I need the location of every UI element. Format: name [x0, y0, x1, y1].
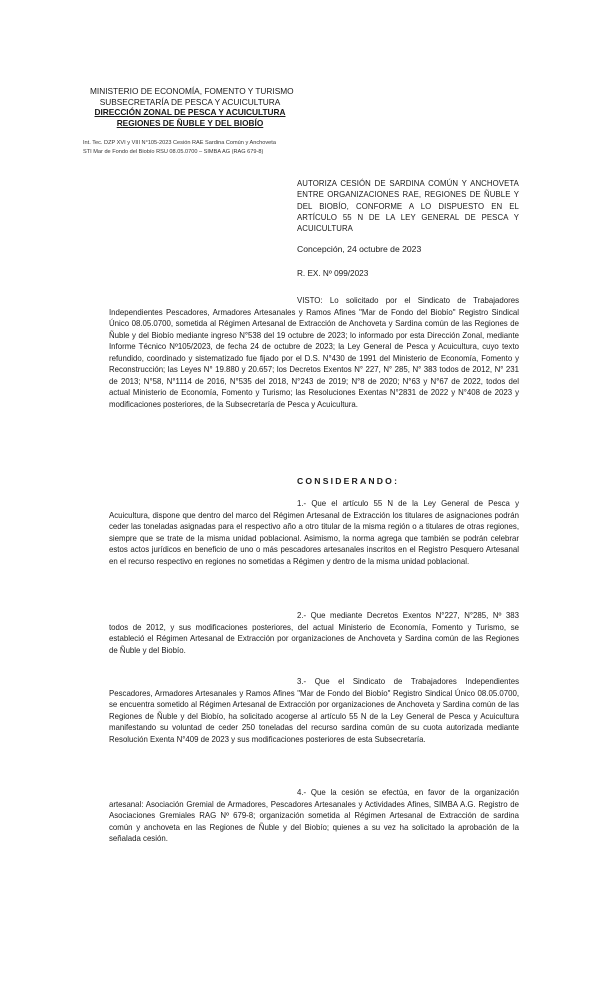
- reference-lines: [83, 139, 276, 157]
- considerando-2: [109, 610, 519, 656]
- vistos-section: [109, 295, 519, 410]
- resolution-number: R. EX. Nº 099/2023: [297, 269, 369, 278]
- vistos-lead: VISTO:: [297, 296, 323, 305]
- considerando-heading: CONSIDERANDO:: [297, 476, 400, 486]
- vistos-paragraph: [109, 295, 519, 410]
- considerando-3: [109, 676, 519, 745]
- place-and-date: Concepción, 24 octubre de 2023: [297, 244, 422, 254]
- undersecretariat-line: SUBSECRETARÍA DE PESCA Y ACUICULTURA: [99, 96, 281, 107]
- regions-line: REGIONES DE ÑUBLE Y DEL BIOBÍO: [116, 118, 264, 129]
- considerando-paragraph: 1.- Que el artículo 55 N de la Ley General de Pesca y Acuicultura, dispone que dentro del marco del Régimen Artesanal de Extracción los titulares de asignaciones podrán ceder las toneladas asignadas para el respectivo año a otro titular de la misma región o a titulares de otras regiones, siempre que se trate de la misma unidad poblacional. Asimismo, la norma agrega que también se podrán celebrar estos actos jurídicos en beneficio de uno o más pescadores artesanales inscritos en el Registro Pesquero Artesanal en el recurso respectivo en regiones no sometidas a Régimen y dentro de la misma unidad poblacional.: [109, 499, 519, 566]
- considerando-4: [109, 787, 519, 845]
- reference-line: Int. Tec. DZP XVI y VIII N°105-2023 Cesión RAE Sardina Común y Anchoveta: [83, 140, 276, 146]
- ministry-line: MINISTERIO DE ECONOMÍA, FOMENTO Y TURISMO: [90, 86, 294, 96]
- considerando-1: [109, 498, 519, 567]
- considerando-paragraph: 3.- Que el Sindicato de Trabajadores Independientes Pescadores, Armadores Artesanales y Ramos Afines "Mar de Fondo del Biobío" Registro Sindical Único 08.05.0700, se encuentra sometido al Régimen Artesanal de Extracción por organizaciones de Anchoveta y Sardina común de las Regiones de Ñuble y del Biobío, ha solicitado acogerse al artículo 55 N de la Ley General de Pesca y Acuicultura manifestando su voluntad de ceder 250 toneladas del recurso sardina común de su cuota autorizada mediante Resolución Exenta N°409 de 2023 y sus modificaciones posteriores de esta Subsecretaría.: [109, 677, 519, 744]
- reference-line: STI Mar de Fondo del Biobío RSU 08.05.0700 – SIMBA AG (RAG 679-8): [83, 149, 264, 155]
- zonal-direction-line: DIRECCIÓN ZONAL DE PESCA Y ACUICULTURA: [94, 107, 286, 118]
- considerando-paragraph: 4.- Que la cesión se efectúa, en favor de la organización artesanal: Asociación Gremial de Armadores, Pescadores Artesanales y Actividades Afines, SIMBA A.G. Registro de Asociaciones Gremiales RAG Nº 679-8; organización sometida al Régimen Artesanal de Extracción de sardina común y anchoveta en las Regiones de Ñuble y del Biobío; quienes a su vez ha solicitado la aprobación de la señalada cesión.: [109, 788, 519, 844]
- letterhead: [90, 86, 294, 129]
- vistos-text: Lo solicitado por el Sindicato de Trabajadores Independientes Pescadores, Armadores Artesanales y Ramos Afines "Mar de Fondo del Biobío" Registro Sindical Único 08.05.0700, sometida al Régimen Artesanal de Extracción de Anchoveta y Sardina común de las Regiones de Ñuble y del Biobío mediante ingreso N°538 del 19 octubre de 2023; lo informado por esta Dirección Zonal, mediante Informe Técnico Nº105/2023, de fecha 24 de octubre de 2023; la Ley General de Pesca y Acuicultura, cuyo texto refundido, coordinado y sistematizado fue fijado por el D.S. N°430 de 1991 del Ministerio de Economía, Fomento y Reconstrucción; las Leyes N° 19.880 y 20.657; los Decretos Exentos N° 227, N° 285, N° 383 todos de 2012, N° 231 de 2013; N°58, N°1114 de 2016, N°535 del 2018, N°243 de 2019; N°8 de 2020; N°63 y N°67 de 2022, todos del actual Ministerio de Economía, Fomento y Turismo; las Resoluciones Exentas N°2831 de 2022 y N°408 de 2023 y modificaciones posteriores, de la Subsecretaría de Pesca y Acuicultura.: [109, 296, 520, 409]
- considerando-paragraph: 2.- Que mediante Decretos Exentos N°227, N°285, Nº 383 todos de 2012, y sus modificaciones posteriores, del actual Ministerio de Economía, Fomento y Turismo, se estableció el Régimen Artesanal de Extracción por organizaciones de Anchoveta y Sardina común de las Regiones de Ñuble y del Biobío.: [109, 611, 519, 655]
- resolution-subject: AUTORIZA CESIÓN DE SARDINA COMÚN Y ANCHOVETA ENTRE ORGANIZACIONES RAE, REGIONES DE ÑUBLE Y DEL BIOBÍO, CONFORME A LO DISPUESTO EN EL ARTÍCULO 55 N DE LA LEY GENERAL DE PESCA Y ACUICULTURA: [297, 179, 519, 234]
